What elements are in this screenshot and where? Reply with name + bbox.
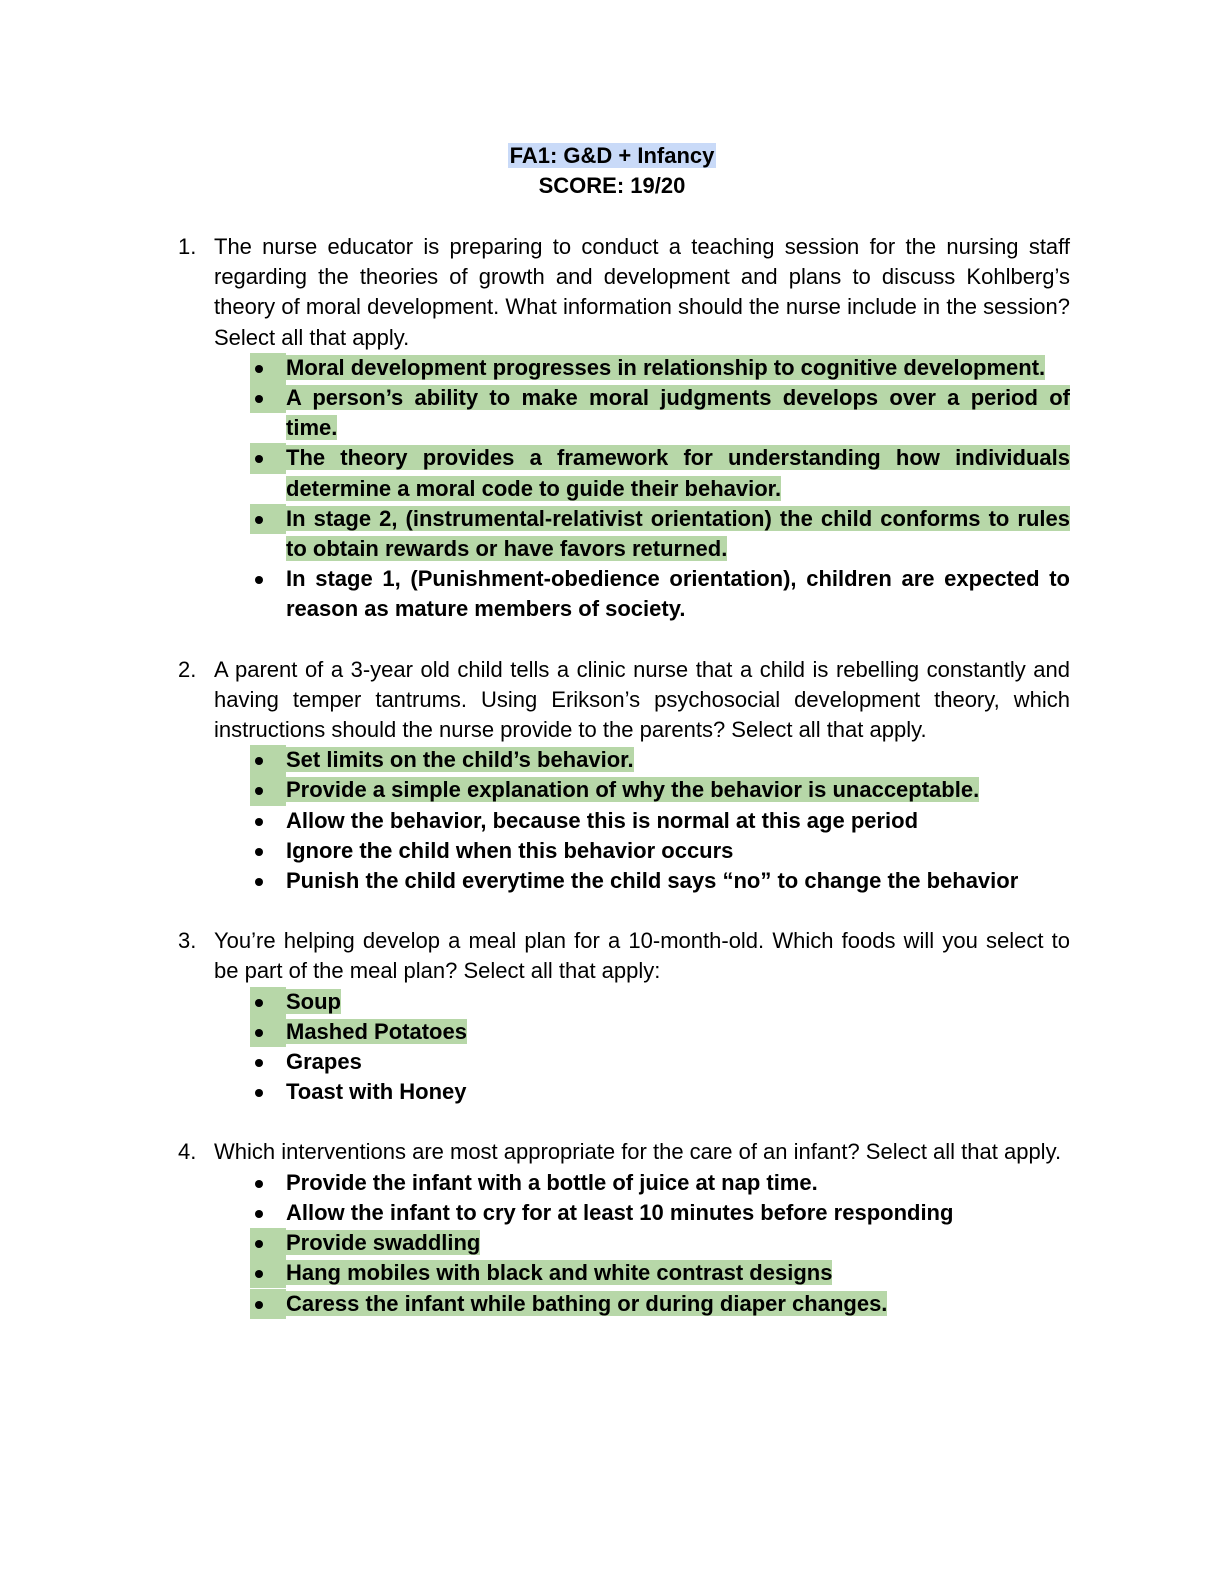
question-text: The nurse educator is preparing to conduct a teaching session for the nursing staff regarding the theories of growth and development and plans to discuss Kohlberg’s theory of moral development. What information should the nurse include in the session? Select all that apply. — [214, 234, 1070, 350]
answer-option-text: Moral development progresses in relationship to cognitive development. — [286, 354, 1046, 380]
answer-options — [214, 353, 1070, 625]
answer-option-text: Caress the infant while bathing or during diaper changes. — [286, 1290, 888, 1316]
answer-option — [286, 1047, 1070, 1077]
question-item — [176, 655, 1070, 897]
answer-option — [286, 1077, 1070, 1107]
bullet-icon — [250, 866, 286, 896]
bullet-icon — [250, 806, 286, 836]
bullet-icon — [250, 1198, 286, 1228]
answer-option-text: In stage 2, (instrumental-relativist orientation) the child conforms to rules to obtain rewards or have favors returned. — [286, 505, 1070, 562]
answer-option-text: A person’s ability to make moral judgments develops over a period of time. — [286, 385, 1070, 441]
question-text: Which interventions are most appropriate for the care of an infant? Select all that apply. — [214, 1139, 1062, 1165]
answer-option-text: Allow the behavior, because this is normal at this age period — [286, 807, 919, 833]
question-number: 1. — [178, 234, 197, 259]
bullet-icon — [250, 836, 286, 866]
answer-option-correct — [286, 353, 1070, 383]
question-list — [176, 232, 1070, 1349]
answer-option — [286, 836, 1070, 866]
score-line: SCORE: 19/20 — [538, 173, 686, 198]
answer-option-correct — [286, 1017, 1070, 1047]
answer-option-correct — [286, 775, 1070, 805]
question-item — [176, 926, 1070, 1107]
answer-option-text: Punish the child everytime the child says “no” to change the behavior — [286, 868, 1019, 894]
document-header — [0, 141, 1224, 201]
bullet-icon — [250, 504, 286, 534]
answer-option-correct — [286, 745, 1070, 775]
answer-option-text: In stage 1, (Punishment-obedience orientation), children are expected to reason as mature members of society. — [286, 566, 1070, 622]
answer-option-text: Allow the infant to cry for at least 10 minutes before responding — [286, 1199, 954, 1225]
answer-option-correct — [286, 1258, 1070, 1288]
question-text: A parent of a 3-year old child tells a clinic nurse that a child is rebelling constantly and having temper tantrums. Using Erikson’s psychosocial development theory, which instructions should the nurse provide to the parents? Select all that apply. — [214, 656, 1070, 743]
answer-option — [286, 1168, 1070, 1198]
answer-option — [286, 1198, 1070, 1228]
question-item — [176, 232, 1070, 625]
answer-options — [214, 745, 1070, 896]
answer-options — [214, 987, 1070, 1108]
bullet-icon — [250, 1168, 286, 1198]
question-item — [176, 1137, 1070, 1318]
answer-option-correct — [286, 383, 1070, 443]
answer-option-text: Mashed Potatoes — [286, 1018, 467, 1044]
question-text: You’re helping develop a meal plan for a 10-month-old. Which foods will you select to be part of the meal plan? Select all that apply: — [214, 928, 1070, 984]
answer-option-text: The theory provides a framework for understanding how individuals determine a moral code to guide their behavior. — [286, 445, 1070, 501]
answer-option-correct — [286, 504, 1070, 564]
bullet-icon — [250, 383, 286, 413]
answer-option — [286, 866, 1070, 896]
answer-options — [214, 1168, 1070, 1319]
answer-option — [286, 564, 1070, 624]
answer-option-correct — [286, 1289, 1070, 1319]
bullet-icon — [250, 1258, 286, 1288]
page-title: FA1: G&D + Infancy — [509, 143, 715, 168]
answer-option-text: Grapes — [286, 1049, 362, 1075]
bullet-icon — [250, 1047, 286, 1077]
answer-option-text: Soup — [286, 988, 341, 1014]
bullet-icon — [250, 1077, 286, 1107]
answer-option-correct — [286, 1228, 1070, 1258]
answer-option-text: Provide the infant with a bottle of juice at nap time. — [286, 1169, 818, 1195]
bullet-icon — [250, 745, 286, 775]
bullet-icon — [250, 775, 286, 805]
answer-option-text: Set limits on the child’s behavior. — [286, 747, 634, 773]
answer-option-correct — [286, 443, 1070, 503]
answer-option-text: Ignore the child when this behavior occurs — [286, 837, 734, 863]
answer-option — [286, 806, 1070, 836]
bullet-icon — [250, 1017, 286, 1047]
bullet-icon — [250, 987, 286, 1017]
bullet-icon — [250, 353, 286, 383]
question-number: 3. — [178, 928, 197, 954]
answer-option-correct — [286, 987, 1070, 1017]
answer-option-text: Toast with Honey — [286, 1079, 467, 1105]
question-number: 4. — [178, 1139, 197, 1165]
bullet-icon — [250, 1228, 286, 1258]
answer-option-text: Provide a simple explanation of why the behavior is unacceptable. — [286, 777, 980, 803]
question-number: 2. — [178, 656, 197, 682]
bullet-icon — [250, 1289, 286, 1319]
bullet-icon — [250, 443, 286, 473]
answer-option-text: Hang mobiles with black and white contrast designs — [286, 1260, 833, 1286]
answer-option-text: Provide swaddling — [286, 1230, 481, 1256]
bullet-icon — [250, 564, 286, 594]
